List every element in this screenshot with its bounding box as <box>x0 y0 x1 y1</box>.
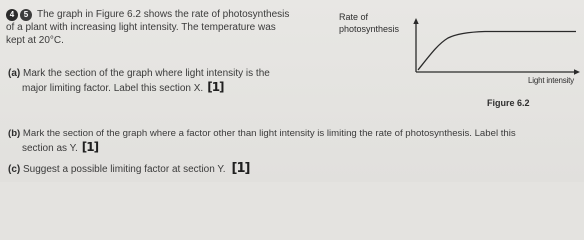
part-a-text-1: Mark the section of the graph where light intensity is the <box>23 68 270 79</box>
rate-curve <box>418 32 576 71</box>
question-number-badge: 4 <box>6 9 18 21</box>
x-axis-arrow <box>574 69 580 74</box>
part-c-mark: [1] <box>231 161 250 176</box>
y-axis-label-line-2: photosynthesis <box>339 24 400 34</box>
intro-line-1: The graph in Figure 6.2 shows the rate of photosynthesis <box>37 9 290 20</box>
y-axis-label-line-1: Rate of <box>339 12 369 22</box>
part-a-label: (a) <box>8 68 21 79</box>
part-b-text-1: Mark the section of the graph where a factor other than light intensity is limiting the rate of photosynthesis. Label this <box>22 128 516 139</box>
marks-badge: 5 <box>20 9 32 21</box>
intro-line-3: kept at 20°C. <box>6 35 64 46</box>
intro-line-2: of a plant with increasing light intensity. The temperature was <box>6 22 276 33</box>
part-c-label: (c) <box>8 164 21 175</box>
y-axis-arrow <box>413 18 418 24</box>
part-b-label: (b) <box>8 128 21 139</box>
part-a-text-2: major limiting factor. Label this section X. <box>22 83 204 94</box>
part-a-mark: [1] <box>207 80 224 94</box>
part-b-mark: [1] <box>81 140 99 154</box>
x-axis-label: Light intensity <box>528 76 574 85</box>
part-b-text-2: section as Y. <box>22 143 78 154</box>
part-c-text: Suggest a possible limiting factor at section Y. <box>23 164 226 175</box>
figure-caption: Figure 6.2 <box>487 98 530 108</box>
